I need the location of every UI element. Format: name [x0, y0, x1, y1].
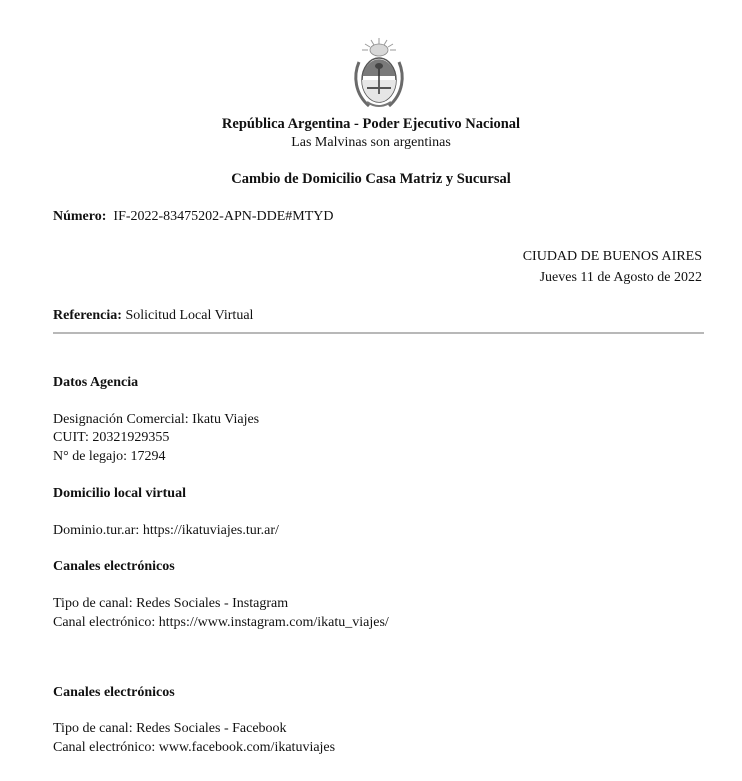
dominio-tur-ar: Dominio.tur.ar: https://ikatuviajes.tur.ar/: [53, 523, 279, 538]
tipo-canal-instagram: Tipo de canal: Redes Sociales - Instagram: [53, 596, 289, 611]
canal-electronico-instagram: Canal electrónico: https://www.instagram.com/ikatu_viajes/: [53, 615, 389, 630]
numero-value: IF-2022-83475202-APN-DDE#MTYD: [113, 209, 334, 224]
numero-row: [53, 209, 334, 225]
section-title-datos-agencia: Datos Agencia: [53, 375, 139, 390]
referencia-row: [53, 308, 253, 324]
divider: [53, 332, 704, 334]
designacion-comercial: Designación Comercial: Ikatu Viajes: [53, 412, 260, 427]
city-text: CIUDAD DE BUENOS AIRES: [522, 249, 702, 264]
section-title-domicilio: Domicilio local virtual: [53, 486, 186, 501]
referencia-value: Solicitud Local Virtual: [125, 308, 254, 323]
cuit: CUIT: 20321929355: [53, 430, 170, 445]
section-title-canales-2: Canales electrónicos: [53, 685, 175, 700]
tipo-canal-facebook: Tipo de canal: Redes Sociales - Facebook: [53, 721, 287, 736]
canal-electronico-facebook: Canal electrónico: www.facebook.com/ikatuviajes: [53, 740, 336, 755]
referencia-label: Referencia:: [53, 308, 122, 323]
legajo: N° de legajo: 17294: [53, 449, 166, 464]
document-title: Cambio de Domicilio Casa Matriz y Sucursal: [231, 171, 511, 187]
argentina-coat-of-arms-icon: [351, 36, 407, 112]
date-text: Jueves 11 de Agosto de 2022: [539, 270, 702, 285]
numero-label: Número:: [53, 209, 107, 224]
section-title-canales-1: Canales electrónicos: [53, 559, 175, 574]
institution-heading: República Argentina - Poder Ejecutivo Nacional: [221, 116, 521, 132]
motto-text: Las Malvinas son argentinas: [291, 135, 451, 150]
